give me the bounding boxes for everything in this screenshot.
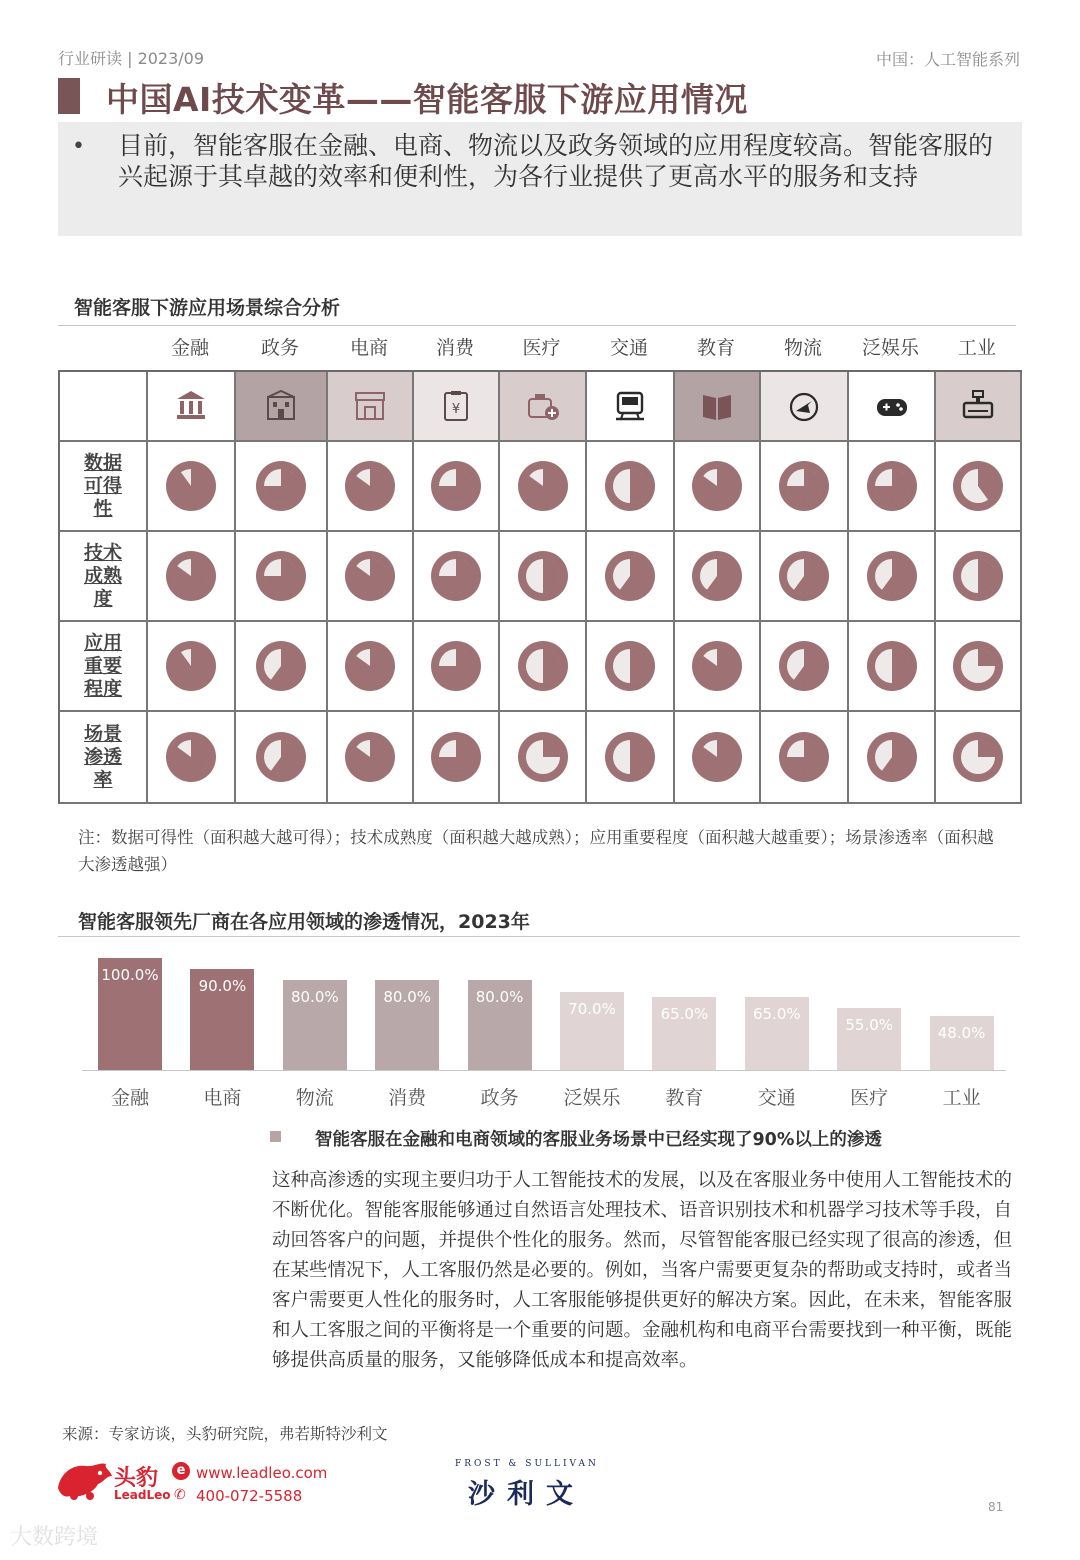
harvey-ball-cell xyxy=(761,532,849,622)
harvey-ball xyxy=(690,549,744,603)
intro-text: 目前，智能客服在金融、电商、物流以及政务领域的应用程度较高。智能客服的兴起源于其卓越的效率和便利性，为各行业提供了更高水平的服务和支持 xyxy=(118,131,994,191)
harvey-ball-cell xyxy=(500,442,587,532)
harvey-ball-cell xyxy=(414,622,500,712)
header-series-date: 行业研读 | 2023/09 xyxy=(58,49,205,68)
header-series-name: 中国：人工智能系列 xyxy=(875,50,1020,69)
bar xyxy=(468,980,532,1070)
harvey-ball xyxy=(164,549,218,603)
column-label: 教育 xyxy=(696,337,735,359)
harvey-ball-cell xyxy=(936,442,1022,532)
harvey-ball-cell xyxy=(148,442,236,532)
harvey-ball xyxy=(254,639,308,693)
bar-value-label: 80.0% xyxy=(475,988,524,1007)
row-label: 技术 成熟 度 xyxy=(83,541,122,610)
x-tick-label: 消费 xyxy=(388,1087,427,1109)
bar xyxy=(98,958,162,1070)
matrix-icon-cell xyxy=(761,372,849,442)
harvey-ball-cell xyxy=(587,532,675,622)
insight-title: 智能客服在金融和电商领域的客服业务场景中已经实现了90%以上的渗透 xyxy=(315,1130,882,1150)
harvey-ball-cell xyxy=(236,622,328,712)
receipt-icon xyxy=(438,389,474,423)
harvey-ball xyxy=(951,459,1005,513)
bar-value-label: 100.0% xyxy=(101,966,159,984)
chart-title-rule xyxy=(58,936,1020,937)
medical-kit-icon xyxy=(525,389,561,423)
harvey-ball xyxy=(254,459,308,513)
bar-value-label: 90.0% xyxy=(198,977,247,996)
harvey-ball-cell xyxy=(587,442,675,532)
harvey-ball xyxy=(343,639,397,693)
harvey-ball xyxy=(690,639,744,693)
x-tick-label: 医疗 xyxy=(850,1087,889,1109)
column-label: 金融 xyxy=(170,337,209,359)
harvey-ball xyxy=(777,639,831,693)
column-label: 交通 xyxy=(609,337,648,359)
intro-bullet: • xyxy=(72,134,85,159)
harvey-ball xyxy=(690,459,744,513)
harvey-ball xyxy=(343,549,397,603)
matrix-icon-cell xyxy=(936,372,1022,442)
harvey-ball-cell xyxy=(936,622,1022,712)
insight-body: 这种高渗透的实现主要归功于人工智能技术的发展，以及在客服业务中使用人工智能技术的不断优化。智能客服能够通过自然语言处理技术、语音识别技术和机器学习技术等手段，自动回答客户的问题，并提供个性化的服务。然而，尽管智能客服已经实现了很高的渗透，但在某些情况下，人工客服仍然是必要的。例如，当客户需要更复杂的帮助或支持时，或者当客户需要更人性化的服务时，人工客服能够提供更好的解决方案。因此，在未来，智能客服和人工客服之间的平衡将是一个重要的问题。金融机构和电商平台需要找到一种平衡，既能够提供高质量的服务，又能够降低成本和提高效率。 xyxy=(272,1170,1013,1371)
matrix-icon-cell xyxy=(414,372,500,442)
harvey-ball-cell xyxy=(414,442,500,532)
harvey-ball xyxy=(343,730,397,784)
x-tick-label: 金融 xyxy=(110,1087,149,1109)
matrix-icon-cell xyxy=(500,372,587,442)
leadleo-logo-cn: 头豹 xyxy=(114,1466,159,1491)
title-accent-bar xyxy=(58,78,80,114)
x-tick-label: 教育 xyxy=(665,1087,704,1109)
column-label: 医疗 xyxy=(522,337,561,359)
harvey-ball-cell xyxy=(587,622,675,712)
harvey-ball xyxy=(603,459,657,513)
gamepad-icon xyxy=(874,389,910,423)
harvey-ball xyxy=(951,549,1005,603)
harvey-ball-cell xyxy=(236,442,328,532)
bar-value-label: 55.0% xyxy=(845,1016,894,1035)
column-label: 消费 xyxy=(435,337,474,359)
harvey-ball-cell xyxy=(148,532,236,622)
bar xyxy=(560,992,624,1070)
harvey-ball xyxy=(429,459,483,513)
x-tick-label: 政务 xyxy=(480,1087,519,1109)
column-label: 政务 xyxy=(260,337,299,359)
bar-chart xyxy=(82,940,1006,1070)
plane-compass-icon xyxy=(786,389,822,423)
harvey-ball xyxy=(254,549,308,603)
source-note: 来源：专家访谈，头豹研究院，弗若斯特沙利文 xyxy=(62,1425,388,1443)
bar xyxy=(375,980,439,1070)
bar xyxy=(652,997,716,1070)
harvey-ball xyxy=(429,639,483,693)
government-building-icon xyxy=(263,389,299,423)
book-icon xyxy=(699,389,735,423)
harvey-ball xyxy=(603,730,657,784)
matrix-icon-cell xyxy=(849,372,936,442)
column-label: 电商 xyxy=(349,337,388,359)
harvey-ball-cell xyxy=(675,532,761,622)
x-tick-label: 电商 xyxy=(203,1087,242,1109)
leadleo-logo-icon xyxy=(54,1458,116,1502)
phone-icon: ✆ xyxy=(174,1487,186,1503)
bar xyxy=(837,1008,901,1070)
harvey-ball-cell xyxy=(328,712,414,804)
harvey-ball xyxy=(164,730,218,784)
harvey-ball xyxy=(429,730,483,784)
harvey-ball xyxy=(865,730,919,784)
harvey-ball-cell xyxy=(148,622,236,712)
harvey-ball-cell xyxy=(936,712,1022,804)
footer-phone: 400-072-5588 xyxy=(196,1487,303,1505)
harvey-ball xyxy=(164,459,218,513)
partner-logo-cn: 沙利文 xyxy=(468,1479,585,1510)
bar xyxy=(930,1016,994,1070)
harvey-ball-cell xyxy=(675,622,761,712)
row-label: 场景 渗透 率 xyxy=(83,722,122,791)
harvey-ball-cell xyxy=(328,532,414,622)
row-label-cell xyxy=(60,532,148,622)
matrix-icon-cell xyxy=(328,372,414,442)
row-label-cell xyxy=(60,622,148,712)
harvey-ball-cell xyxy=(849,712,936,804)
harvey-ball-cell xyxy=(849,532,936,622)
bank-icon xyxy=(173,389,209,423)
row-label-cell xyxy=(60,712,148,804)
harvey-ball xyxy=(516,639,570,693)
bar-value-label: 48.0% xyxy=(937,1024,986,1043)
harvey-ball xyxy=(690,730,744,784)
harvey-ball xyxy=(865,549,919,603)
bar-value-label: 65.0% xyxy=(752,1005,801,1024)
storefront-icon xyxy=(352,389,388,423)
harvey-ball-cell xyxy=(328,442,414,532)
bar-value-label: 70.0% xyxy=(568,999,616,1018)
column-label: 泛娱乐 xyxy=(861,337,919,359)
svg-text:¥: ¥ xyxy=(451,402,461,417)
harvey-ball xyxy=(516,459,570,513)
watermark: 大数跨境 xyxy=(10,1525,99,1550)
insight-marker xyxy=(270,1131,281,1142)
harvey-ball xyxy=(254,730,308,784)
harvey-ball-cell xyxy=(761,442,849,532)
industrial-machine-icon xyxy=(960,389,996,423)
bar xyxy=(283,980,347,1070)
row-label: 应用 重要 程度 xyxy=(83,631,122,700)
matrix-title: 智能客服下游应用场景综合分析 xyxy=(74,297,341,319)
harvey-ball xyxy=(603,639,657,693)
bar-value-label: 80.0% xyxy=(383,988,432,1007)
bar xyxy=(190,969,254,1070)
footer-website[interactable]: www.leadleo.com xyxy=(196,1464,328,1482)
website-icon: e xyxy=(172,1462,190,1480)
matrix-icon-cell xyxy=(236,372,328,442)
harvey-ball xyxy=(516,730,570,784)
harvey-ball xyxy=(777,730,831,784)
harvey-ball xyxy=(777,549,831,603)
harvey-ball xyxy=(951,730,1005,784)
bar xyxy=(745,997,809,1070)
harvey-ball-cell xyxy=(849,442,936,532)
x-tick-label: 泛娱乐 xyxy=(563,1087,621,1109)
matrix-grid xyxy=(58,370,1022,804)
harvey-ball-cell xyxy=(500,712,587,804)
harvey-ball-cell xyxy=(148,712,236,804)
partner-logo-en: FROST & SULLIVAN xyxy=(455,1459,599,1469)
column-label: 工业 xyxy=(957,337,996,359)
harvey-ball-cell xyxy=(328,622,414,712)
matrix-note: 注：数据可得性（面积越大越可得）；技术成熟度（面积越大越成熟）；应用重要程度（面积越大越重要）；场景渗透率（面积越大渗透越强） xyxy=(78,828,994,874)
matrix-icon-cell xyxy=(148,372,236,442)
x-tick-label: 工业 xyxy=(942,1087,981,1109)
x-tick-label: 交通 xyxy=(757,1087,796,1109)
harvey-ball-cell xyxy=(849,622,936,712)
harvey-ball xyxy=(603,549,657,603)
chart-title: 智能客服领先厂商在各应用领域的渗透情况，2023年 xyxy=(78,911,530,933)
row-label: 数据 可得 性 xyxy=(83,451,122,520)
harvey-ball xyxy=(951,639,1005,693)
harvey-ball xyxy=(516,549,570,603)
page-title: 中国AI技术变革——智能客服下游应用情况 xyxy=(106,80,748,119)
harvey-ball-cell xyxy=(236,532,328,622)
chart-baseline xyxy=(82,1070,1006,1071)
harvey-ball-cell xyxy=(761,622,849,712)
row-label-cell xyxy=(60,442,148,532)
train-icon xyxy=(612,389,648,423)
harvey-ball-cell xyxy=(761,712,849,804)
harvey-ball xyxy=(343,459,397,513)
column-label: 物流 xyxy=(783,337,822,359)
page-number: 81 xyxy=(988,1500,1004,1514)
bar-value-label: 65.0% xyxy=(660,1005,709,1024)
harvey-ball-cell xyxy=(587,712,675,804)
harvey-ball-cell xyxy=(675,712,761,804)
harvey-ball xyxy=(865,639,919,693)
harvey-ball-cell xyxy=(500,622,587,712)
matrix-corner-cell xyxy=(60,372,148,442)
x-tick-label: 物流 xyxy=(295,1087,334,1109)
harvey-ball-cell xyxy=(414,532,500,622)
harvey-ball-cell xyxy=(500,532,587,622)
bar-value-label: 80.0% xyxy=(290,988,339,1007)
harvey-ball xyxy=(429,549,483,603)
harvey-ball-cell xyxy=(936,532,1022,622)
harvey-ball xyxy=(865,459,919,513)
harvey-ball xyxy=(777,459,831,513)
harvey-ball-cell xyxy=(414,712,500,804)
harvey-ball xyxy=(164,639,218,693)
harvey-ball-cell xyxy=(236,712,328,804)
matrix-icon-cell xyxy=(675,372,761,442)
matrix-title-rule xyxy=(58,325,1016,326)
leadleo-logo-en: LeadLeo xyxy=(114,1488,171,1502)
harvey-ball-cell xyxy=(675,442,761,532)
matrix-icon-cell xyxy=(587,372,675,442)
